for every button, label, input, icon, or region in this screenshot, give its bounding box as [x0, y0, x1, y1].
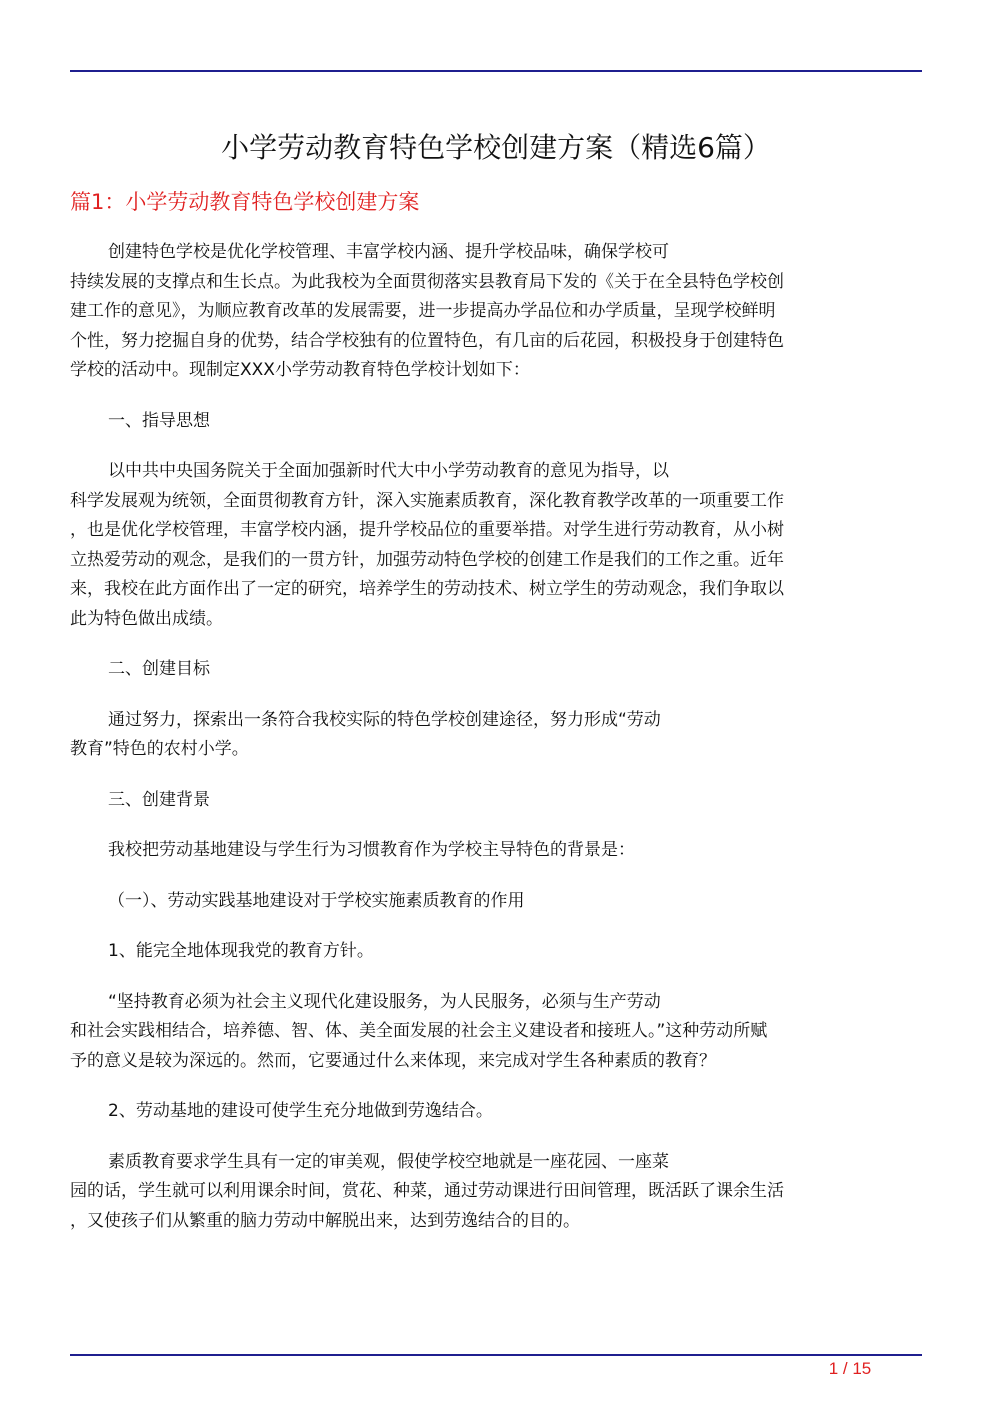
text-line: 通过努力，探索出一条符合我校实际的特色学校创建途径，努力形成“劳动 [108, 709, 661, 730]
chapter-heading: 篇1：小学劳动教育特色学校创建方案 [70, 190, 420, 214]
text-line: 学校的活动中。现制定XXX小学劳动教育特色学校计划如下： [70, 360, 530, 380]
text-line: 以中共中央国务院关于全面加强新时代大中小学劳动教育的意见为指导，以 [108, 461, 669, 481]
text-line: 来，我校在此方面作出了一定的研究，培养学生的劳动技术、树立学生的劳动观念，我们争取以 [70, 579, 784, 599]
page-number: 1 / 15 [828, 1359, 872, 1378]
section-heading-background: 三、创建背景 [108, 789, 210, 810]
text-line: 建工作的意见》，为顺应教育改革的发展需要，进一步提高办学品位和办学质量，呈现学校鲜明 [70, 301, 776, 321]
text-line: 素质教育要求学生具有一定的审美观，假使学校空地就是一座花园、一座菜 [108, 1151, 669, 1172]
footer-rule [70, 1354, 922, 1356]
paragraph-intro [70, 238, 922, 386]
text-line: ，又使孩子们从繁重的脑力劳动中解脱出来，达到劳逸结合的目的。 [70, 1210, 580, 1231]
text-line: 立热爱劳动的观念，是我们的一贯方针，加强劳动特色学校的创建工作是我们的工作之重。近年 [70, 549, 784, 570]
paragraph-point-2 [70, 1148, 922, 1237]
header-rule [70, 70, 922, 72]
text-line: 此为特色做出成绩。 [70, 608, 223, 629]
document-body [70, 238, 922, 1257]
paragraph-background: 我校把劳动基地建设与学生行为习惯教育作为学校主导特色的背景是： [108, 840, 635, 860]
text-line: 科学发展观为统领，全面贯彻教育方针，深入实施素质教育，深化教育教学改革的一项重要工作 [70, 490, 784, 511]
text-line: 个性，努力挖掘自身的优势，结合学校独有的位置特色，有几亩的后花园，积极投身于创建特色 [70, 330, 784, 351]
point-heading-2: 2、劳动基地的建设可使学生充分地做到劳逸结合。 [108, 1101, 493, 1121]
text-line: 教育”特色的农村小学。 [70, 739, 249, 759]
text-line: 和社会实践相结合，培养德、智、体、美全面发展的社会主义建设者和接班人。”这种劳动所赋 [70, 1021, 768, 1041]
section-heading-goals: 二、创建目标 [108, 659, 210, 679]
paragraph-guiding-thought [70, 457, 922, 634]
text-line: 创建特色学校是优化学校管理、丰富学校内涵、提升学校品味，确保学校可 [108, 242, 669, 262]
section-heading-guiding-thought: 一、指导思想 [108, 410, 210, 431]
text-line: 持续发展的支撑点和生长点。为此我校为全面贯彻落实县教育局下发的《关于在全县特色学校创 [70, 271, 784, 292]
document-title: 小学劳动教育特色学校创建方案（精选6篇） [221, 131, 771, 164]
text-line: 园的话，学生就可以利用课余时间，赏花、种菜，通过劳动课进行田间管理，既活跃了课余生活 [70, 1181, 784, 1201]
text-line: ，也是优化学校管理，丰富学校内涵，提升学校品位的重要举措。对学生进行劳动教育，从小树 [70, 520, 784, 540]
point-heading-1: 1、能完全地体现我党的教育方针。 [108, 941, 374, 961]
paragraph-goals [70, 706, 922, 765]
paragraph-point-1 [70, 988, 922, 1077]
subsection-heading-practice-base: （一）、劳动实践基地建设对于学校实施素质教育的作用 [108, 890, 525, 911]
text-line: “坚持教育必须为社会主义现代化建设服务，为人民服务，必须与生产劳动 [108, 991, 661, 1012]
text-line: 予的意义是较为深远的。然而，它要通过什么来体现，来完成对学生各种素质的教育？ [70, 1050, 716, 1071]
